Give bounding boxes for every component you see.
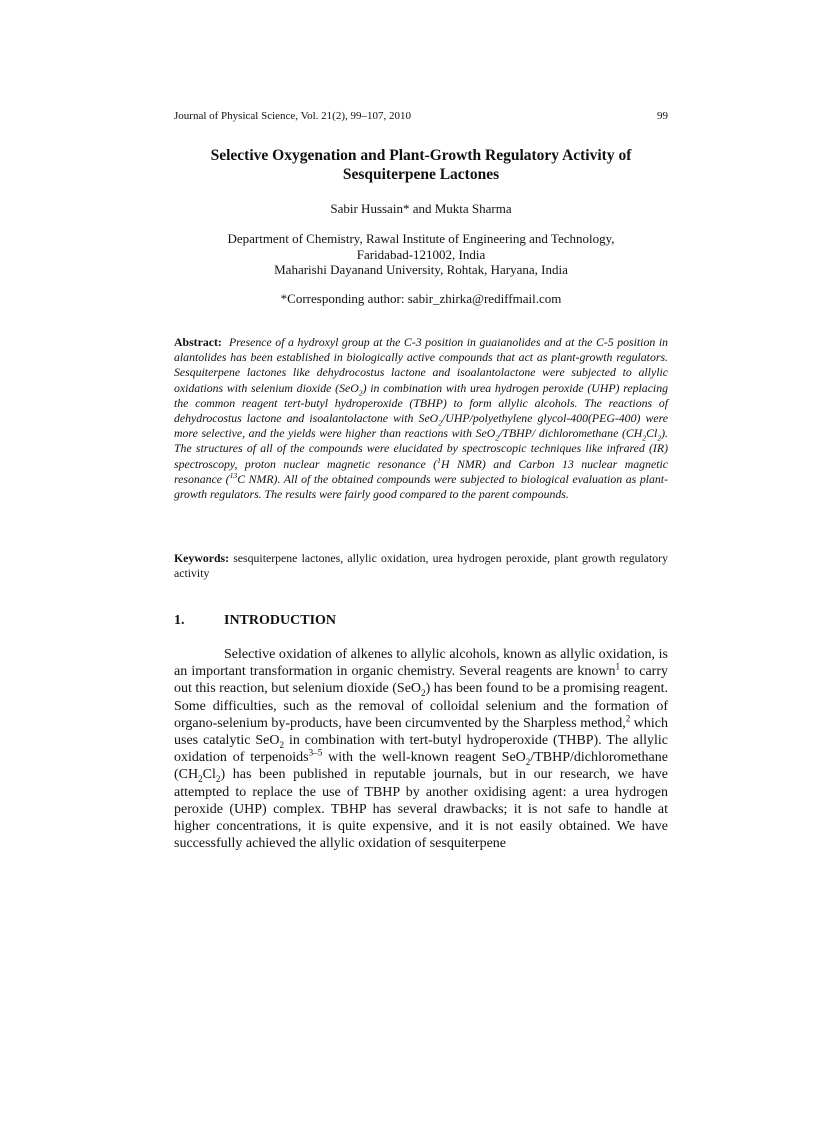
keywords-label: Keywords: (174, 551, 230, 565)
abstract (174, 335, 668, 502)
section-heading (174, 613, 668, 629)
subscript: 2 (657, 433, 662, 443)
citation-superscript: 3–5 (308, 747, 323, 758)
body-text: Selective oxidation of alkenes to allylic alcohols, known as allylic oxidation, is an important transformation in organic chemistry. Several reagents are known (174, 647, 668, 680)
title-line-2: Sesquiterpene Lactones (342, 166, 500, 183)
subscript: 2 (358, 387, 363, 397)
abstract-part: H NMR) and Carbon 13 nuclear magnetic resonance ( (174, 456, 668, 486)
body-text: with the well-known reagent SeO (322, 750, 526, 766)
abstract-part: /TBHP/ dichloromethane (CH (499, 426, 643, 441)
keywords (174, 551, 668, 581)
paper-title (174, 146, 668, 184)
keywords-text: sesquiterpene lactones, allylic oxidation, urea hydrogen peroxide, plant growth regulatory activity (174, 551, 669, 581)
abstract-part: /UHP/polyethylene glycol-400(PEG-400) were more selective, and the yields were higher than reactions with SeO (174, 411, 668, 441)
affiliation-line-1: Department of Chemistry, Rawal Institute of Engineering and Technology, (227, 231, 615, 246)
subscript: 2 (279, 739, 285, 750)
subscript: 2 (525, 757, 531, 768)
section-title: INTRODUCTION (224, 613, 337, 628)
authors: Sabir Hussain* and Mukta Sharma (330, 201, 512, 216)
journal-citation: Journal of Physical Science, Vol. 21(2), 99–107, 2010 (174, 110, 411, 122)
body-text: which uses catalytic SeO (174, 715, 668, 749)
subscript: 2 (495, 433, 500, 443)
running-head (174, 110, 668, 122)
abstract-label: Abstract: (174, 335, 222, 349)
abstract-part: Presence of a hydroxyl group at the C-3 position in guaianolides and at the C-5 position in alantolides has been established in biologically active compounds that act as plant-growth regulators. Sesquiterpene lactones like dehydrocostus lactone and isoalantolactone were subjected to allylic oxidations with selenium dioxide (SeO (174, 335, 668, 395)
subscript: 2 (215, 774, 221, 785)
body-text: to carry out this reaction, but selenium dioxide (SeO (174, 664, 668, 697)
introduction-paragraph (174, 646, 668, 852)
affiliation-line-2: Faridabad-121002, India (356, 246, 486, 262)
title-line-1: Selective Oxygenation and Plant-Growth Regulatory Activity of (210, 147, 632, 164)
abstract-part: ) in combination with urea hydrogen peroxide (UHP) replacing the common reagent tert-butyl hydroperoxide (TBHP) to form allylic alcohols. The reactions of dehydrocostus lactone and isoalantolactone with SeO (174, 380, 669, 426)
subscript: 2 (421, 688, 426, 699)
section-number: 1. (174, 613, 185, 628)
body-text: in combination with tert-butyl hydroperoxide (THBP). The allylic oxidation of terpenoids (174, 733, 668, 766)
subscript: 2 (198, 774, 203, 785)
abstract-text (174, 335, 668, 501)
body-text: Cl (202, 767, 216, 783)
abstract-part: Cl (646, 426, 658, 441)
body-text: /TBHP/dichloromethane (CH (174, 750, 668, 783)
subscript: 2 (438, 418, 443, 428)
body-text: ) has been published in reputable journals, but in our research, we have attempted to replace the use of TBHP by another oxidising agent: a urea hydrogen peroxide (UHP) complex. TBHP has several drawbacks; it is not safe to handle at higher concentrations, it is quite expensive, and it is not easily obtained. We have successfully achieved the allylic oxidation of sesquiterpene (174, 767, 668, 852)
citation-superscript: 2 (625, 713, 631, 724)
subscript: 2 (642, 433, 647, 443)
body-text: ) has been found to be a promising reagent. Some difficulties, such as the removal of colloidal selenium and the formation of organo-selenium by-products, have been circumvented by the Sharpless method, (174, 681, 668, 731)
affiliation-line-3: Maharishi Dayanand University, Rohtak, Haryana, India (274, 262, 568, 277)
superscript: 1 (437, 455, 441, 465)
superscript: 13 (229, 470, 238, 480)
page-number: 99 (657, 110, 668, 122)
affiliation (174, 231, 668, 278)
abstract-part: C NMR). All of the obtained compounds were subjected to biological evaluation as plant-growth regulators. The results were fairly good compared to the parent compounds. (174, 471, 668, 502)
corresponding-author: *Corresponding author: sabir_zhirka@rediffmail.com (280, 291, 562, 306)
citation-superscript: 1 (615, 661, 621, 672)
abstract-part: ). The structures of all of the compounds were elucidated by spectroscopic techniques like infrared (IR) spectroscopy, proton nuclear magnetic resonance ( (174, 426, 668, 471)
